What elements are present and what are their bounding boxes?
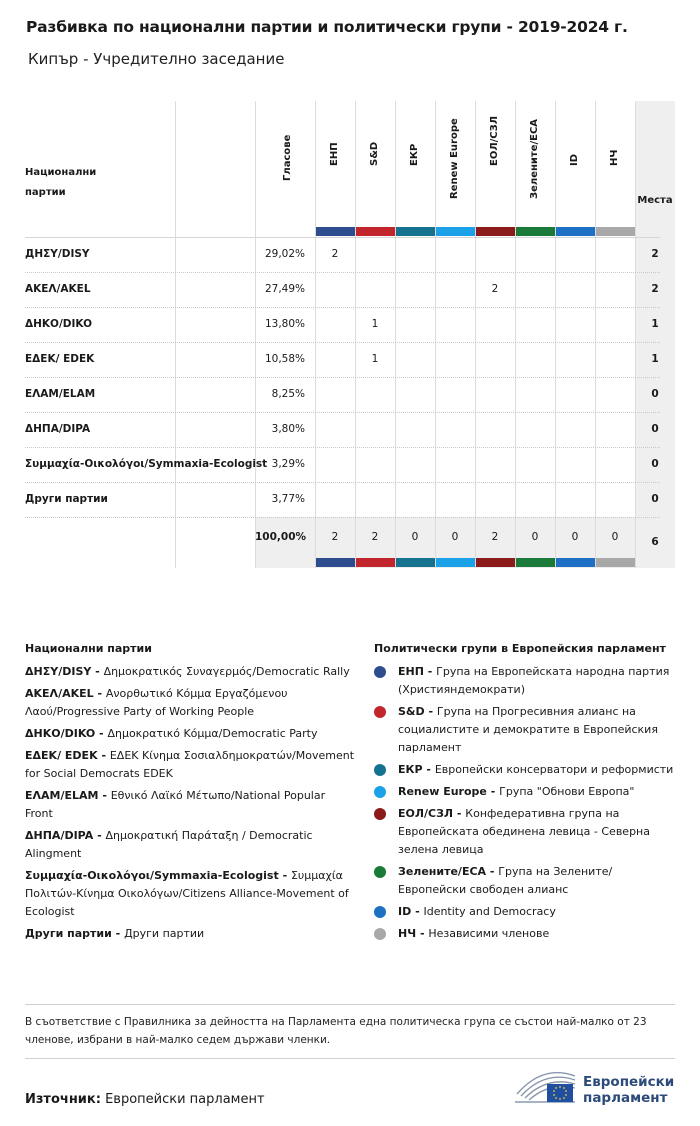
results-table — [25, 101, 675, 568]
row-party-name: ΔΗΠΑ/DIPA — [25, 423, 91, 435]
row-total-seats: 0 — [651, 458, 659, 470]
row-party-name: ΔΗΚΟ/DIKO — [25, 318, 93, 330]
groups-legend-title: Политически групи в Европейския парламент — [374, 642, 666, 655]
logo-line1: Европейски — [583, 1074, 675, 1090]
group-color-bar — [516, 558, 555, 567]
group-header: ЕОЛ/СЗЛ — [489, 115, 500, 166]
row-separator — [25, 272, 660, 273]
group-color-bar — [436, 558, 475, 567]
group-legend-abbr: ЕНП — [398, 665, 424, 678]
row-separator — [25, 447, 660, 448]
legend-separator: - — [486, 865, 499, 878]
row-total-seats: 1 — [651, 318, 659, 330]
table-column-divider — [355, 101, 356, 568]
group-legend-abbr: ЕКР — [398, 763, 423, 776]
row-total-seats: 2 — [651, 283, 659, 295]
row-group-seats: 2 — [331, 248, 339, 260]
party-legend-abbr: Συμμαχία-Οικολόγοι/Symmaxia-Ecologist — [25, 869, 279, 882]
votes-header: Гласове — [282, 134, 293, 181]
seats-header: Места — [637, 195, 673, 206]
table-column-divider — [475, 101, 476, 568]
group-header: Зелените/ЕСА — [529, 118, 540, 199]
group-color-dot-icon — [374, 706, 386, 718]
party-legend-desc: Δημοκρατικός Συναγερμός/Democratic Rally — [103, 665, 350, 678]
legend-separator: - — [486, 785, 500, 798]
page-subtitle: Кипър - Учредително заседание — [28, 50, 285, 68]
group-legend-desc: Конфедеративна група на Европейската обединена левица - Северна зелена левица — [398, 807, 650, 856]
group-legend-desc: Група на Зелените/ Европейски свободен алианс — [398, 865, 613, 896]
legend-separator: - — [111, 927, 125, 940]
group-header: Renew Europe — [449, 118, 460, 199]
row-total-seats: 1 — [651, 353, 659, 365]
legend-separator: - — [97, 749, 110, 762]
row-separator — [25, 342, 660, 343]
party-legend-item — [25, 925, 355, 943]
row-total-seats: 0 — [651, 493, 659, 505]
legend-separator: - — [453, 807, 466, 820]
party-legend-desc: Δημοκρατική Παράταξη / Democratic Alingment — [25, 829, 313, 860]
total-group-seats: 0 — [571, 531, 579, 543]
party-legend-desc: Συμμαχία Πολιτών-Κίνημα Οικολόγων/Citizens Alliance-Movement of Ecologist — [25, 869, 349, 918]
row-party-name: ΕΔΕΚ/ EDEK — [25, 353, 95, 365]
group-color-bar — [436, 227, 475, 236]
total-group-seats: 0 — [451, 531, 459, 543]
group-color-bar — [396, 227, 435, 236]
table-column-divider — [515, 101, 516, 568]
total-vote-pct: 100,00% — [255, 531, 307, 543]
parties-legend-title: Национални партии — [25, 642, 152, 655]
table-column-divider — [315, 101, 316, 568]
row-party-name: ДΗΣΥ/DISY — [25, 248, 90, 260]
group-color-bar — [556, 227, 595, 236]
legend-separator: - — [278, 869, 291, 882]
source-label: Източник: — [25, 1092, 101, 1107]
party-legend-item — [25, 685, 355, 721]
total-group-seats: 2 — [331, 531, 339, 543]
party-header: Национални партии — [25, 167, 97, 198]
total-group-seats: 0 — [531, 531, 539, 543]
party-legend-item — [25, 787, 355, 823]
group-color-bar — [516, 227, 555, 236]
party-legend-item — [25, 663, 355, 681]
group-legend-item — [374, 805, 679, 859]
party-legend-abbr: ΔΗΣΥ/DISY — [25, 665, 92, 678]
group-color-bar — [596, 558, 635, 567]
page-title: Разбивка по национални партии и политически групи - 2019-2024 г. — [26, 18, 628, 36]
row-party-name: Други партии — [25, 493, 108, 505]
party-legend-abbr: ΕΛΑΜ/ELAM — [25, 789, 99, 802]
group-legend-abbr: НЧ — [398, 927, 417, 940]
row-separator — [25, 412, 660, 413]
group-color-dot-icon — [374, 928, 386, 940]
row-vote-pct: 8,25% — [271, 388, 305, 400]
group-color-dot-icon — [374, 786, 386, 798]
divider — [25, 1058, 675, 1059]
total-group-seats: 2 — [491, 531, 499, 543]
group-legend-item — [374, 863, 679, 899]
party-legend-desc: Други партии — [124, 927, 205, 940]
row-vote-pct: 13,80% — [264, 318, 305, 330]
row-separator — [25, 307, 660, 308]
group-legend-desc: Група "Обнови Европа" — [499, 785, 635, 798]
group-color-bar — [596, 227, 635, 236]
divider — [25, 1004, 675, 1005]
group-legend-item — [374, 663, 679, 699]
group-color-bar — [316, 227, 355, 236]
group-legend-desc: Независими членове — [428, 927, 550, 940]
row-group-seats: 1 — [371, 318, 379, 330]
row-separator — [25, 517, 660, 518]
group-header: S&D — [369, 141, 380, 166]
group-legend-item — [374, 761, 679, 779]
legend-separator: - — [411, 905, 424, 918]
row-total-seats: 0 — [651, 388, 659, 400]
legend-separator: - — [93, 687, 106, 700]
legend-separator: - — [91, 665, 104, 678]
group-color-bar — [476, 558, 515, 567]
table-column-divider — [395, 101, 396, 568]
row-vote-pct: 27,49% — [264, 283, 305, 295]
group-header: НЧ — [609, 149, 620, 166]
group-legend-desc: Група на Европейската народна партия (Християндемократи) — [398, 665, 670, 696]
group-legend-abbr: Renew Europe — [398, 785, 487, 798]
total-seats: 6 — [651, 536, 659, 548]
group-color-dot-icon — [374, 666, 386, 678]
group-legend-item — [374, 925, 679, 943]
group-color-bar — [556, 558, 595, 567]
group-legend-abbr: ЕОЛ/СЗЛ — [398, 807, 454, 820]
party-legend-desc: ΕΔΕΚ Κίνημα Σοσιαλδημοκρατών/Movement for Social Democrats EDEK — [25, 749, 355, 780]
row-vote-pct: 3,77% — [271, 493, 305, 505]
party-legend-item — [25, 827, 355, 863]
ep-logo-text — [583, 1074, 674, 1106]
row-separator — [25, 377, 660, 378]
row-vote-pct: 3,80% — [271, 423, 305, 435]
party-legend-item — [25, 725, 355, 743]
legend-separator: - — [416, 927, 429, 940]
party-legend-abbr: Други партии — [25, 927, 112, 940]
group-color-dot-icon — [374, 764, 386, 776]
group-color-dot-icon — [374, 866, 386, 878]
group-legend-item — [374, 903, 679, 921]
row-vote-pct: 10,58% — [264, 353, 305, 365]
party-legend-desc: Ανορθωτικό Κόμμα Εργαζόμενου Λαού/Progressive Party of Working People — [25, 687, 288, 718]
group-legend-item — [374, 783, 679, 801]
group-header: ЕКР — [409, 143, 420, 166]
party-legend-item — [25, 747, 355, 783]
row-vote-pct: 29,02% — [264, 248, 305, 260]
table-column-divider — [595, 101, 596, 568]
group-color-bar — [356, 558, 395, 567]
group-header: ID — [569, 153, 580, 166]
group-legend-abbr: ID — [398, 905, 412, 918]
groups-legend — [374, 642, 679, 947]
legend-separator: - — [424, 705, 437, 718]
row-party-name: ΕΛΑΜ/ELAM — [25, 388, 96, 400]
row-total-seats: 0 — [651, 423, 659, 435]
total-group-seats: 0 — [611, 531, 619, 543]
group-legend-item — [374, 703, 679, 757]
legend-separator: - — [423, 665, 437, 678]
group-legend-desc: Identity and Democracy — [423, 905, 556, 918]
footnote: В съответствие с Правилника за дейността на Парламента една политическа група се състои най-малко от 23 членове, избрани в най-малко седем държави членки. — [25, 1016, 647, 1046]
row-vote-pct: 3,29% — [271, 458, 305, 470]
logo-line2: парламент — [583, 1090, 668, 1106]
party-legend-abbr: ΔΗΚΟ/DIKO — [25, 727, 96, 740]
table-column-divider — [175, 101, 176, 568]
legend-separator: - — [98, 789, 111, 802]
row-separator — [25, 482, 660, 483]
legend-separator: - — [93, 829, 106, 842]
row-total-seats: 2 — [651, 248, 659, 260]
row-group-seats: 2 — [491, 283, 499, 295]
group-header: ЕНП — [329, 142, 340, 166]
group-color-bar — [396, 558, 435, 567]
table-column-divider — [435, 101, 436, 568]
total-group-seats: 2 — [371, 531, 379, 543]
row-party-name: Συμμαχία-Οικολόγοι/Symmaxia-Ecologist — [25, 458, 268, 470]
row-party-name: ΑΚΕΛ/AKEL — [25, 283, 91, 295]
party-legend-desc: Δημοκρατικό Κόμμα/Democratic Party — [107, 727, 318, 740]
group-legend-desc: Европейски консерватори и реформисти — [434, 763, 674, 776]
source-value: Европейски парламент — [105, 1092, 265, 1107]
legend-separator: - — [422, 763, 435, 776]
legend-separator: - — [95, 727, 108, 740]
party-legend-desc: Εθνικό Λαϊκό Μέτωπο/National Popular Front — [25, 789, 326, 820]
row-group-seats: 1 — [371, 353, 379, 365]
group-legend-desc: Група на Прогресивния алианс на социалистите и демократите в Европейския парламент — [398, 705, 658, 754]
parties-legend — [25, 642, 355, 947]
group-color-bar — [476, 227, 515, 236]
group-color-bar — [316, 558, 355, 567]
party-legend-abbr: ΕΔΕΚ/ EDEK — [25, 749, 98, 762]
source-line — [25, 1092, 265, 1107]
total-group-seats: 0 — [411, 531, 419, 543]
party-legend-abbr: ΑΚΕΛ/AKEL — [25, 687, 94, 700]
group-color-dot-icon — [374, 808, 386, 820]
group-legend-abbr: S&D — [398, 705, 425, 718]
group-color-dot-icon — [374, 906, 386, 918]
table-column-divider — [555, 101, 556, 568]
group-color-bar — [356, 227, 395, 236]
party-legend-item — [25, 867, 355, 921]
party-legend-abbr: ΔΗΠΑ/DIPA — [25, 829, 94, 842]
row-separator — [25, 237, 660, 238]
group-legend-abbr: Зелените/ЕСА — [398, 865, 487, 878]
